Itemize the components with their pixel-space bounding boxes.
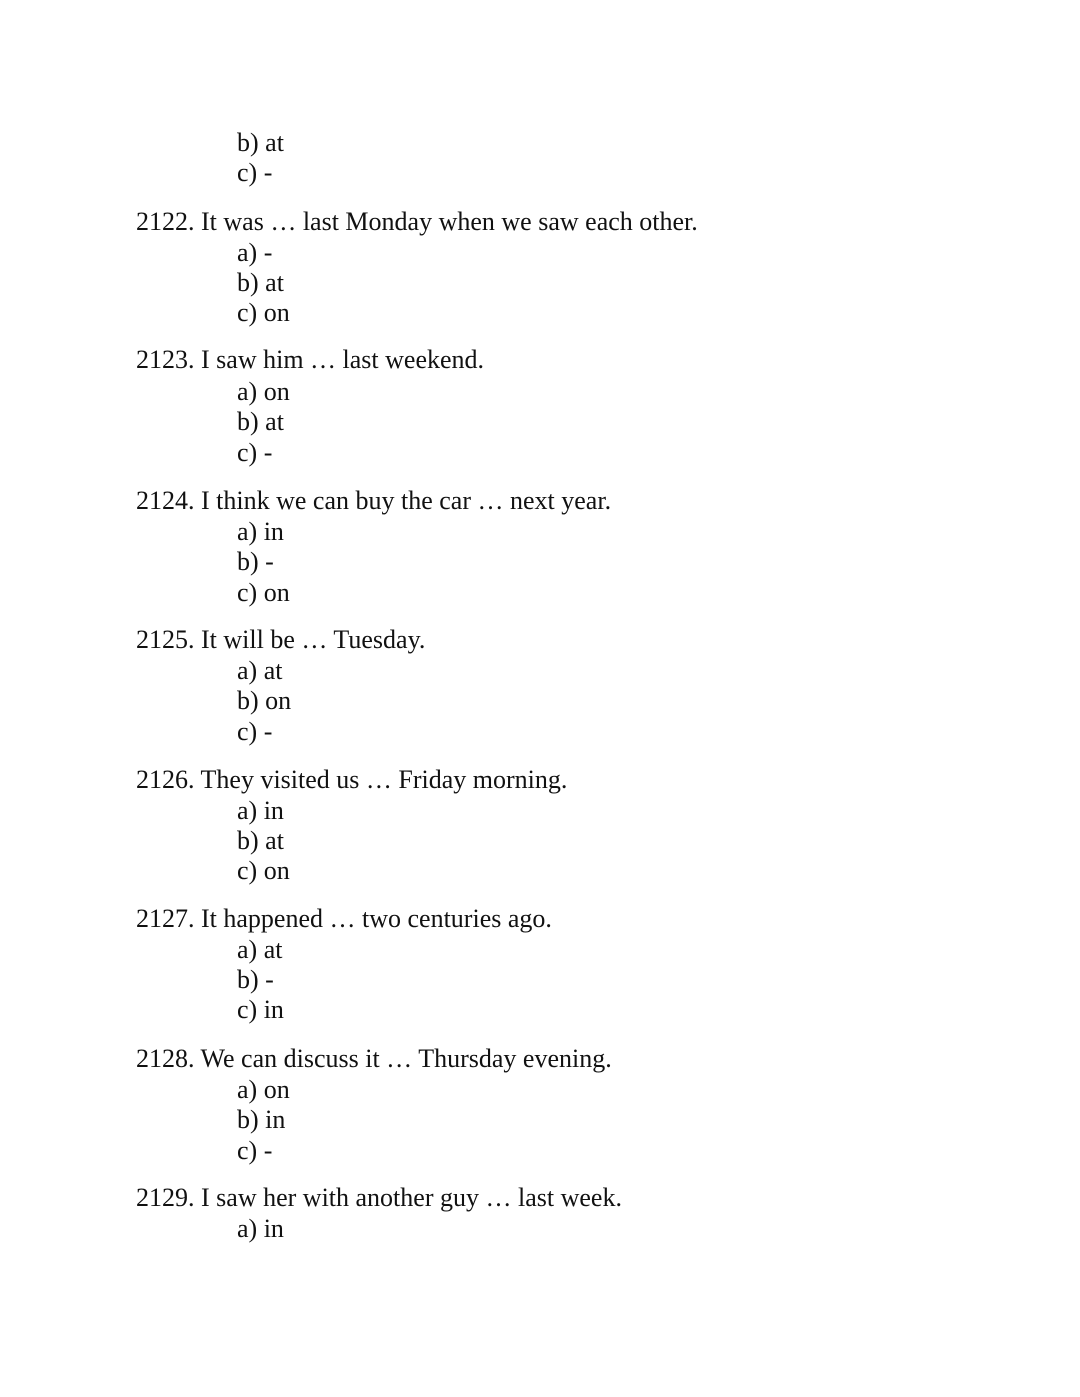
option-c: c) - xyxy=(237,1136,273,1165)
option-b: b) on xyxy=(237,686,292,715)
option-c: c) on xyxy=(237,578,290,607)
option-b: b) at xyxy=(237,128,284,157)
question-2128: 2128. We can discuss it … Thursday evening. xyxy=(136,1044,612,1073)
option-a: a) at xyxy=(237,935,283,964)
question-2124: 2124. I think we can buy the car … next year. xyxy=(136,486,612,515)
option-c: c) on xyxy=(237,856,290,885)
option-a: a) on xyxy=(237,1075,290,1104)
option-c: c) - xyxy=(237,158,273,187)
question-2122: 2122. It was … last Monday when we saw each other. xyxy=(136,207,698,236)
option-a: a) in xyxy=(237,517,284,546)
option-b: b) at xyxy=(237,268,284,297)
option-a: a) at xyxy=(237,656,283,685)
question-2127: 2127. It happened … two centuries ago. xyxy=(136,904,552,933)
option-a: a) on xyxy=(237,377,290,406)
option-b: b) at xyxy=(237,826,284,855)
option-a: a) in xyxy=(237,1214,284,1243)
question-2125: 2125. It will be … Tuesday. xyxy=(136,625,426,654)
option-a: a) - xyxy=(237,238,273,267)
option-b: b) at xyxy=(237,407,284,436)
option-b: b) - xyxy=(237,547,274,576)
option-c: c) on xyxy=(237,298,290,327)
option-c: c) - xyxy=(237,438,273,467)
option-b: b) - xyxy=(237,965,274,994)
option-c: c) in xyxy=(237,995,284,1024)
option-b: b) in xyxy=(237,1105,286,1134)
question-2129: 2129. I saw her with another guy … last week. xyxy=(136,1183,622,1212)
question-2126: 2126. They visited us … Friday morning. xyxy=(136,765,568,794)
option-c: c) - xyxy=(237,717,273,746)
option-a: a) in xyxy=(237,796,284,825)
question-2123: 2123. I saw him … last weekend. xyxy=(136,345,485,374)
